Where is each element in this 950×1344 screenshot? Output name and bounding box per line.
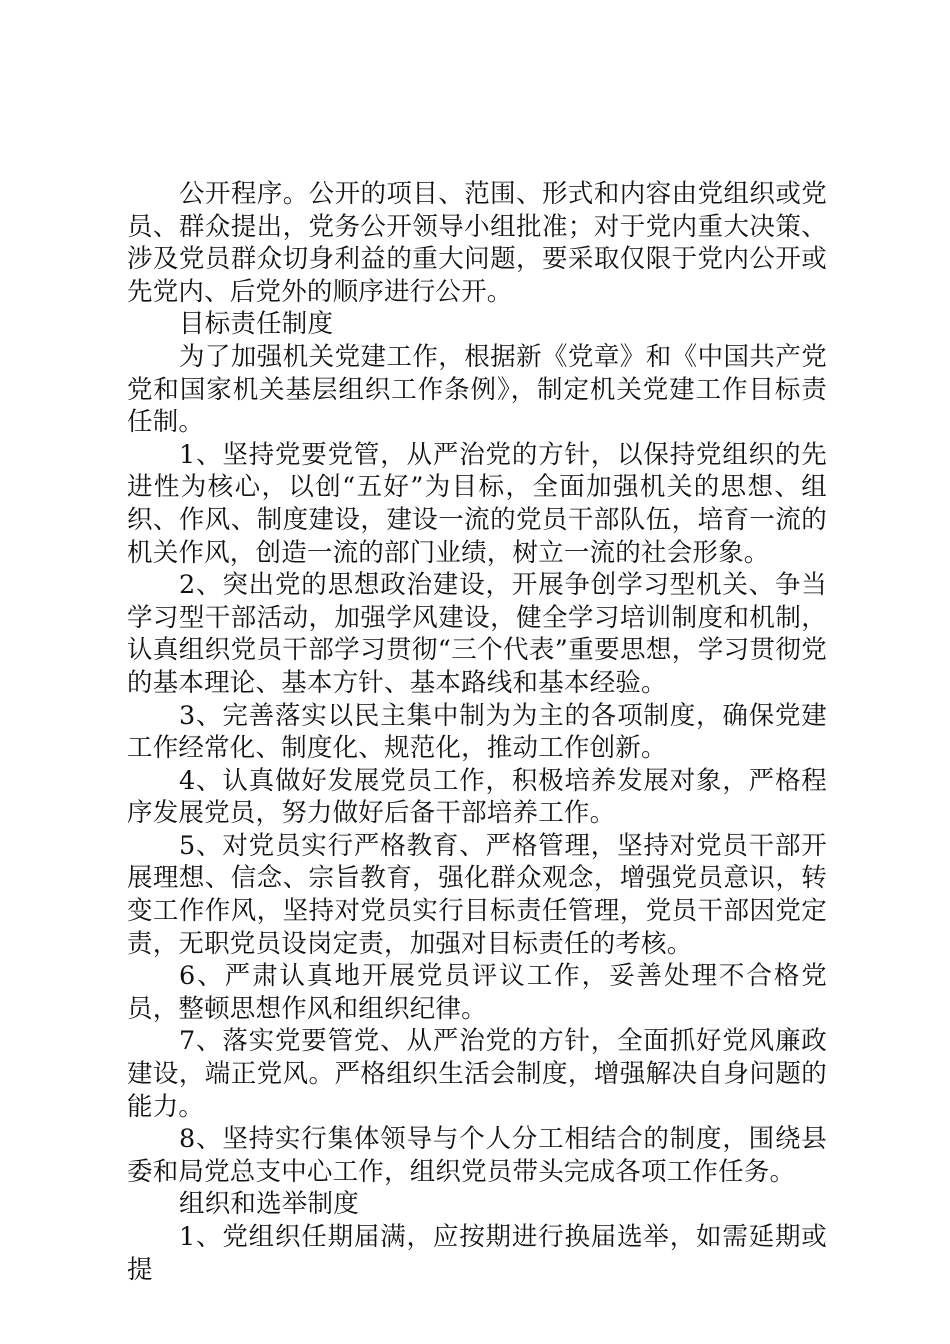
document-body [127, 178, 827, 1286]
paragraph-item-8: 8、坚持实行集体领导与个人分工相结合的制度，围绕县委和局党总支中心工作，组织党员带头完成各项工作任务。 [127, 1124, 827, 1187]
section-heading-organization-election: 组织和选举制度 [179, 1189, 359, 1220]
paragraph-item-7: 7、落实党要管党、从严治党的方针，全面抓好党风廉政建设，端正党风。严格组织生活会制度，增强解决自身问题的能力。 [127, 1026, 827, 1122]
paragraph-item-5: 5、对党员实行严格教育、严格管理，坚持对党员干部开展理想、信念、宗旨教育，强化群众观念，增强党员意识，转变工作作风，坚持对党员实行目标责任管理，党员干部因党定责，无职党员设岗定责，加强对目标责任的考核。 [127, 830, 827, 959]
paragraph-item-1: 1、坚持党要党管，从严治党的方针，以保持党组织的先进性为核心，以创“五好”为目标，全面加强机关的思想、组织、作风、制度建设，建设一流的党员干部队伍，培育一流的机关作风，创造一流的部门业绩，树立一流的社会形象。 [127, 439, 827, 568]
paragraph-intro: 为了加强机关党建工作，根据新《党章》和《中国共产党党和国家机关基层组织工作条例》，制定机关党建工作目标责任制。 [127, 341, 827, 438]
section-heading-target-responsibility: 目标责任制度 [179, 309, 334, 340]
paragraph-item-4: 4、认真做好发展党员工作，积极培养发展对象，严格程序发展党员，努力做好后备干部培养工作。 [127, 765, 827, 829]
paragraph-election-item-1: 1、党组织任期届满，应按期进行换届选举，如需延期或提 [127, 1222, 827, 1285]
paragraph-item-6: 6、严肃认真地开展党员评议工作，妥善处理不合格党员，整顿思想作风和组织纪律。 [127, 961, 827, 1024]
paragraph-item-2: 2、突出党的思想政治建设，开展争创学习型机关、争当学习型干部活动，加强学风建设，健全学习培训制度和机制，认真组织党员干部学习贯彻“三个代表”重要思想，学习贯彻党的基本理论、基本方针、基本路线和基本经验。 [127, 570, 827, 698]
paragraph-item-3: 3、完善落实以民主集中制为为主的各项制度，确保党建工作经常化、制度化、规范化，推动工作创新。 [127, 700, 827, 764]
paragraph-disclosure-procedure: 公开程序。公开的项目、范围、形式和内容由党组织或党员、群众提出，党务公开领导小组批准；对于党内重大决策、涉及党员群众切身利益的重大问题，要采取仅限于党内公开或先党内、后党外的顺序进行公开。 [127, 179, 827, 307]
